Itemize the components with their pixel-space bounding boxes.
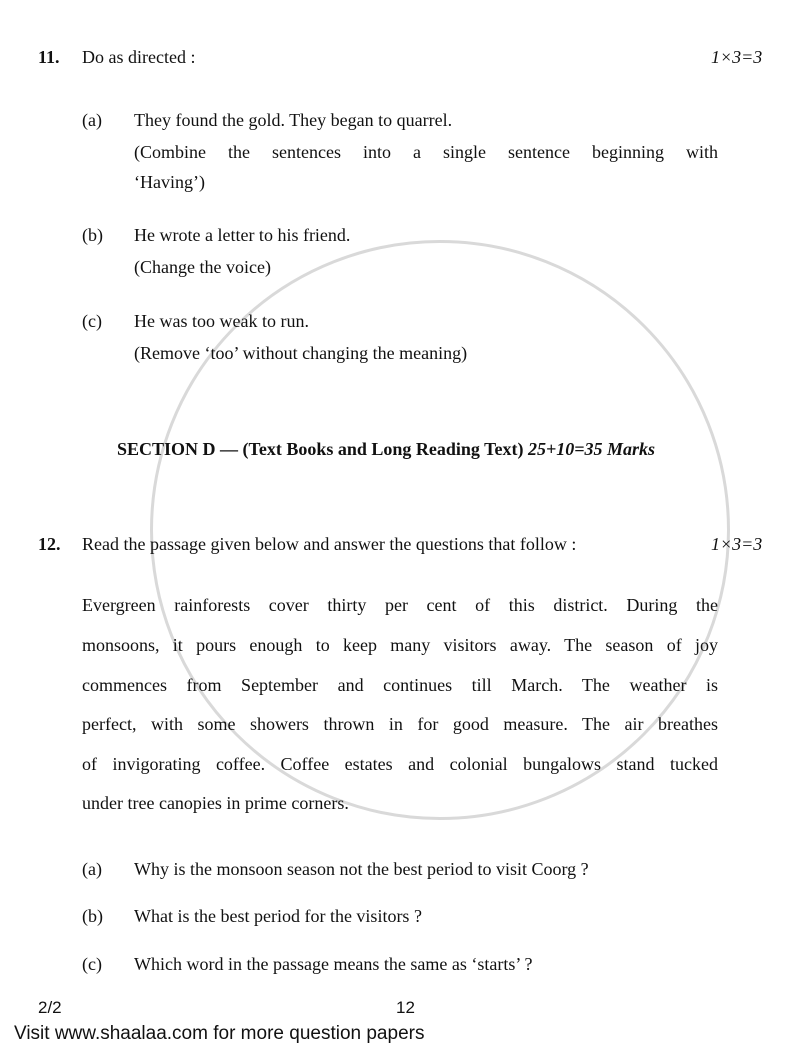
passage-line: monsoons, it pours enough to keep many visitors away. The season of joy (82, 635, 718, 655)
passage-line: perfect, with some showers thrown in for good measure. The air breathes (82, 714, 718, 734)
q11b-line: He wrote a letter to his friend. (134, 225, 351, 245)
q12b-text: What is the best period for the visitors ? (134, 906, 422, 926)
section-marks: 25+10=35 Marks (527, 439, 655, 459)
passage-line: of invigorating coffee. Coffee estates and colonial bungalows stand tucked (82, 754, 718, 774)
q11c-label: (c) (82, 311, 102, 331)
footer-code: 2/2 (38, 998, 62, 1017)
section-heading (117, 439, 655, 459)
footer-page-number: 12 (396, 998, 415, 1017)
q11-title: Do as directed : (82, 47, 196, 67)
q12c-text: Which word in the passage means the same as ‘starts’ ? (134, 954, 533, 974)
q12-marks: 1×3=3 (711, 534, 763, 554)
q12-title: Read the passage given below and answer the questions that follow : (82, 534, 577, 554)
passage-line: commences from September and continues till March. The weather is (82, 675, 718, 695)
footer-visit-link[interactable]: Visit www.shaalaa.com for more question papers (14, 1023, 425, 1044)
q11a-line: (Combine the sentences into a single sentence beginning with (134, 142, 718, 162)
q12-number: 12. (38, 534, 61, 554)
q12a-text: Why is the monsoon season not the best period to visit Coorg ? (134, 859, 589, 879)
passage-line: under tree canopies in prime corners. (82, 793, 349, 813)
q12a-label: (a) (82, 859, 102, 879)
q11a-label: (a) (82, 110, 102, 130)
passage-line: Evergreen rainforests cover thirty per cent of this district. During the (82, 595, 718, 615)
section-title: SECTION D — (Text Books and Long Reading Text) (117, 439, 524, 459)
q11-number: 11. (38, 47, 60, 67)
q11b-label: (b) (82, 225, 103, 245)
q11a-line: ‘Having’) (134, 172, 205, 192)
q11a-line: They found the gold. They began to quarrel. (134, 110, 453, 130)
q12c-label: (c) (82, 954, 102, 974)
q12b-label: (b) (82, 906, 103, 926)
q11-marks: 1×3=3 (711, 47, 763, 67)
q11b-line: (Change the voice) (134, 257, 271, 277)
q11c-line: He was too weak to run. (134, 311, 309, 331)
q11c-line: (Remove ‘too’ without changing the meaning) (134, 343, 468, 363)
